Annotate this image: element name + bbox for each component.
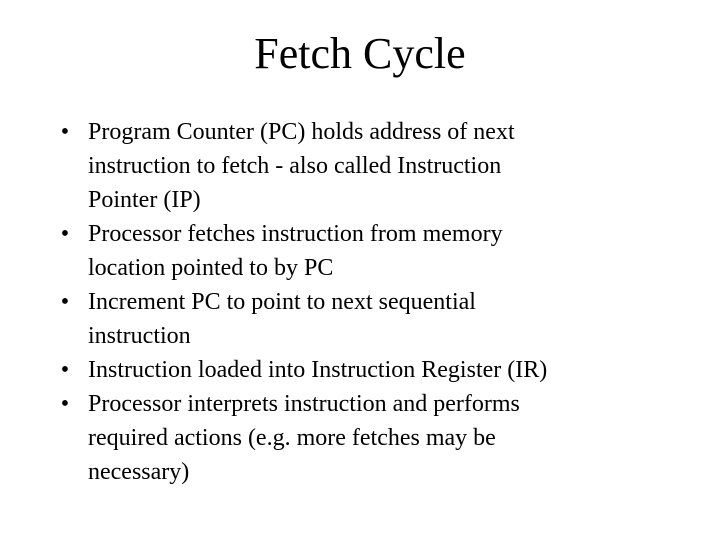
bullet-line: instruction to fetch - also called Instruction bbox=[88, 153, 502, 179]
bullet-item bbox=[55, 217, 645, 285]
bullet-icon: • bbox=[60, 221, 70, 247]
bullet-icon: • bbox=[60, 357, 70, 383]
bullet-line: Pointer (IP) bbox=[88, 187, 201, 213]
bullet-icon: • bbox=[60, 391, 70, 417]
bullet-item bbox=[55, 353, 645, 387]
bullet-line: required actions (e.g. more fetches may be bbox=[88, 425, 496, 451]
bullet-item bbox=[55, 115, 645, 217]
bullet-icon: • bbox=[60, 119, 70, 145]
slide-title: Fetch Cycle bbox=[254, 29, 466, 78]
bullet-line: instruction bbox=[88, 323, 191, 349]
bullet-item bbox=[55, 285, 645, 353]
bullet-icon: • bbox=[60, 289, 70, 315]
bullet-line: Program Counter (PC) holds address of next bbox=[88, 119, 515, 145]
bullet-line: location pointed to by PC bbox=[88, 255, 334, 281]
bullet-list bbox=[55, 115, 645, 489]
bullet-line: Instruction loaded into Instruction Register (IR) bbox=[88, 357, 548, 383]
bullet-line: Processor interprets instruction and performs bbox=[88, 391, 520, 417]
bullet-line: Increment PC to point to next sequential bbox=[88, 289, 476, 315]
bullet-line: Processor fetches instruction from memory bbox=[88, 221, 503, 247]
bullet-item bbox=[55, 387, 645, 489]
bullet-line: necessary) bbox=[88, 459, 190, 485]
